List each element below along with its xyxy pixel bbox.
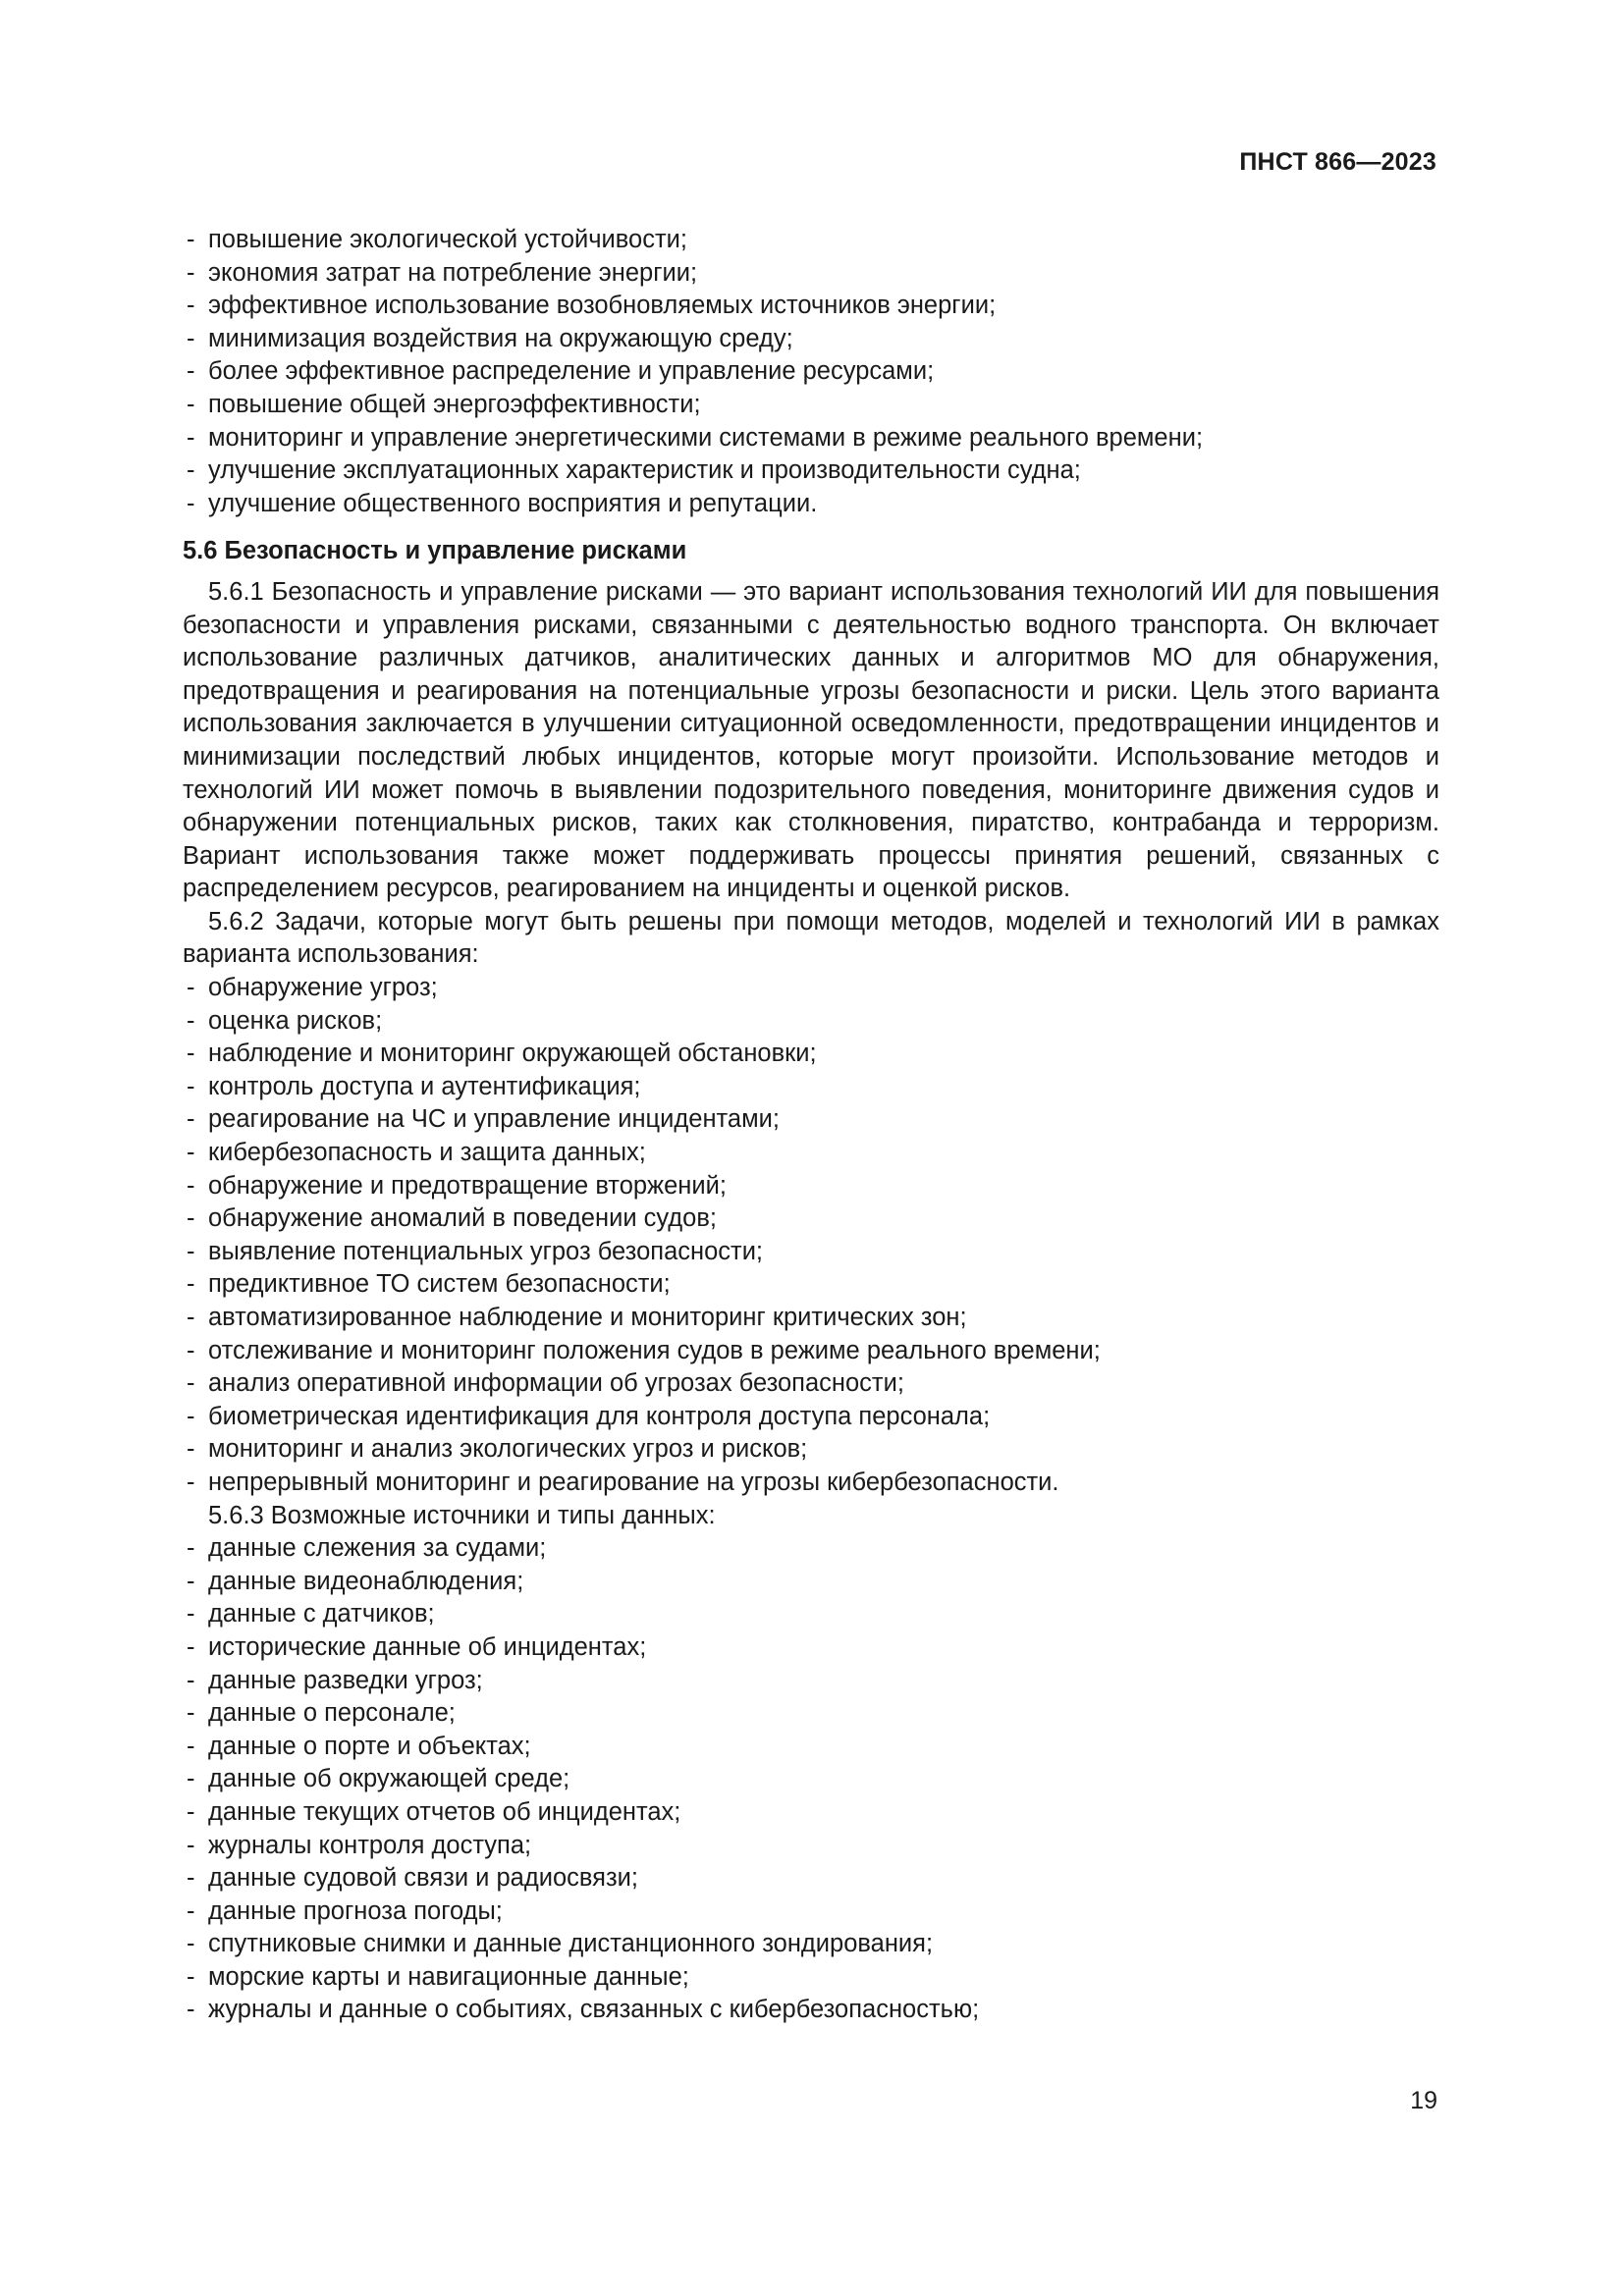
sources-list: [183, 1532, 1439, 2027]
list-item: - улучшение общественного восприятия и репутации.: [183, 488, 1439, 521]
list-item: - спутниковые снимки и данные дистанционного зондирования;: [183, 1928, 1439, 1961]
list-item: - обнаружение аномалий в поведении судов;: [183, 1202, 1439, 1236]
list-item: - мониторинг и анализ экологических угроз и рисков;: [183, 1433, 1439, 1467]
list-item: - непрерывный мониторинг и реагирование на угрозы кибербезопасности.: [183, 1467, 1439, 1500]
list-item: - данные разведки угроз;: [183, 1665, 1439, 1698]
list-item: - данные видеонаблюдения;: [183, 1566, 1439, 1599]
list-item: - оценка рисков;: [183, 1005, 1439, 1039]
paragraph-5-6-1: 5.6.1 Безопасность и управление рисками — это вариант использования технологий ИИ для повышения безопасности и управления рисками, связанными с деятельностью водного транспорта. Он включает использование различных датчиков, аналитических данных и алгоритмов МО для обнаружения, предотвращения и реагирования на потенциальные угрозы безопасности и риски. Цель этого варианта использования заключается в улучшении ситуационной осведомленности, предотвращении инцидентов и минимизации последствий любых инцидентов, которые могут произойти. Использование методов и технологий ИИ может помочь в выявлении подозрительного поведения, мониторинге движения судов и обнаружении потенциальных рисков, таких как столкновения, пиратство, контрабанда и терроризм. Вариант использования также может поддерживать процессы принятия решений, связанных с распределением ресурсов, реагированием на инциденты и оценкой рисков.: [183, 577, 1439, 903]
list-item: - более эффективное распределение и управление ресурсами;: [183, 355, 1439, 389]
list-item: - кибербезопасность и защита данных;: [183, 1137, 1439, 1170]
list-item: - данные об окружающей среде;: [183, 1763, 1439, 1796]
list-item: - анализ оперативной информации об угрозах безопасности;: [183, 1367, 1439, 1401]
list-item: - данные о порте и объектах;: [183, 1731, 1439, 1764]
list-item: - данные прогноза погоды;: [183, 1896, 1439, 1929]
list-item: - экономия затрат на потребление энергии;: [183, 257, 1439, 291]
list-item: - контроль доступа и аутентификация;: [183, 1071, 1439, 1104]
list-item: - повышение общей энергоэффективности;: [183, 389, 1439, 422]
tasks-list: [183, 972, 1439, 1500]
paragraph-5-6-3: 5.6.3 Возможные источники и типы данных:: [208, 1501, 716, 1529]
list-item: - журналы и данные о событиях, связанных с кибербезопасностью;: [183, 1994, 1439, 2027]
list-item: - обнаружение и предотвращение вторжений;: [183, 1170, 1439, 1203]
list-item: - данные текущих отчетов об инцидентах;: [183, 1796, 1439, 1830]
page-content: [183, 224, 1439, 2027]
list-item: - биометрическая идентификация для контроля доступа персонала;: [183, 1401, 1439, 1434]
list-item: - отслеживание и мониторинг положения судов в режиме реального времени;: [183, 1335, 1439, 1368]
list-item: - реагирование на ЧС и управление инцидентами;: [183, 1103, 1439, 1137]
list-item: - данные о персонале;: [183, 1697, 1439, 1731]
list-item: - улучшение эксплуатационных характеристик и производительности судна;: [183, 454, 1439, 488]
benefits-list: [183, 224, 1439, 520]
paragraph-5-6-2: 5.6.2 Задачи, которые могут быть решены при помощи методов, моделей и технологий ИИ в рамках варианта использования:: [183, 907, 1439, 969]
list-item: - обнаружение угроз;: [183, 972, 1439, 1005]
list-item: - исторические данные об инцидентах;: [183, 1631, 1439, 1665]
document-code: ПНСТ 866—2023: [1239, 148, 1436, 176]
list-item: - морские карты и навигационные данные;: [183, 1961, 1439, 1995]
page-number: 19: [1410, 2087, 1437, 2114]
list-item: - наблюдение и мониторинг окружающей обстановки;: [183, 1038, 1439, 1071]
list-item: - автоматизированное наблюдение и мониторинг критических зон;: [183, 1302, 1439, 1335]
list-item: - повышение экологической устойчивости;: [183, 224, 1439, 257]
list-item: - данные слежения за судами;: [183, 1532, 1439, 1566]
list-item: - минимизация воздействия на окружающую среду;: [183, 323, 1439, 356]
list-item: - журналы контроля доступа;: [183, 1830, 1439, 1863]
list-item: - эффективное использование возобновляемых источников энергии;: [183, 290, 1439, 323]
list-item: - данные с датчиков;: [183, 1598, 1439, 1631]
list-item: - данные судовой связи и радиосвязи;: [183, 1862, 1439, 1896]
list-item: - мониторинг и управление энергетическими системами в режиме реального времени;: [183, 422, 1439, 455]
section-heading: 5.6 Безопасность и управление рисками: [183, 537, 687, 565]
list-item: - выявление потенциальных угроз безопасности;: [183, 1236, 1439, 1269]
list-item: - предиктивное ТО систем безопасности;: [183, 1268, 1439, 1302]
